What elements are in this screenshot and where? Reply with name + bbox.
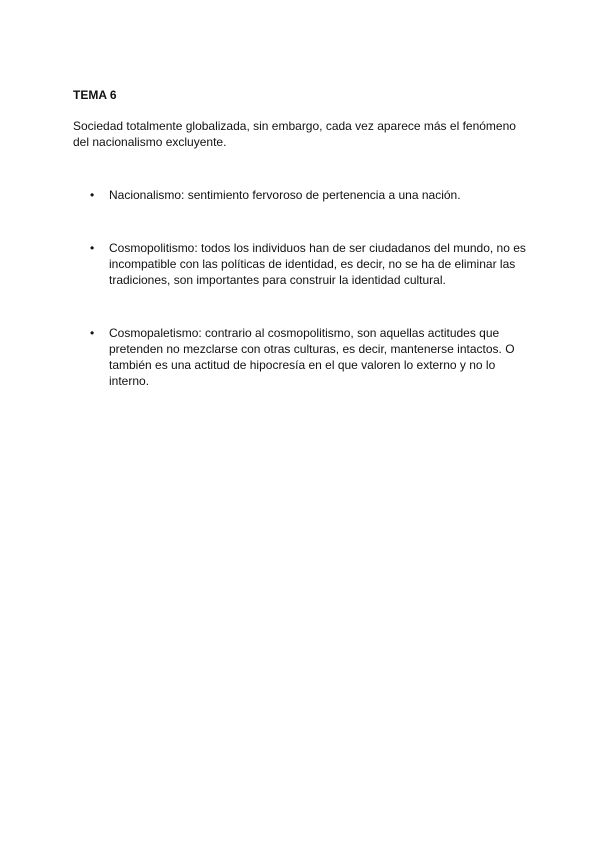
bullet-icon: • — [90, 326, 95, 340]
bullet-icon: • — [90, 188, 95, 202]
bullet-icon: • — [90, 241, 95, 255]
bullet-text-cosmopolitismo: Cosmopolitismo: todos los individuos han de ser ciudadanos del mundo, no es incompatible con las políticas de identidad, es decir, no se ha de eliminar las tradiciones, son importantes para construir la identidad cultural. — [109, 241, 526, 287]
bullet-text-cosmopaletismo: Cosmopaletismo: contrario al cosmopolitismo, son aquellas actitudes que pretenden no mezclarse con otras culturas, es decir, mantenerse intactos. O también es una actitud de hipocresía en el que valoren lo externo y no lo interno. — [109, 326, 515, 388]
intro-paragraph: Sociedad totalmente globalizada, sin embargo, cada vez aparece más el fenómeno del nacionalismo excluyente. — [73, 119, 516, 149]
page-title: TEMA 6 — [73, 88, 117, 102]
bullet-text-nacionalismo: Nacionalismo: sentimiento fervoroso de pertenencia a una nación. — [109, 188, 461, 202]
